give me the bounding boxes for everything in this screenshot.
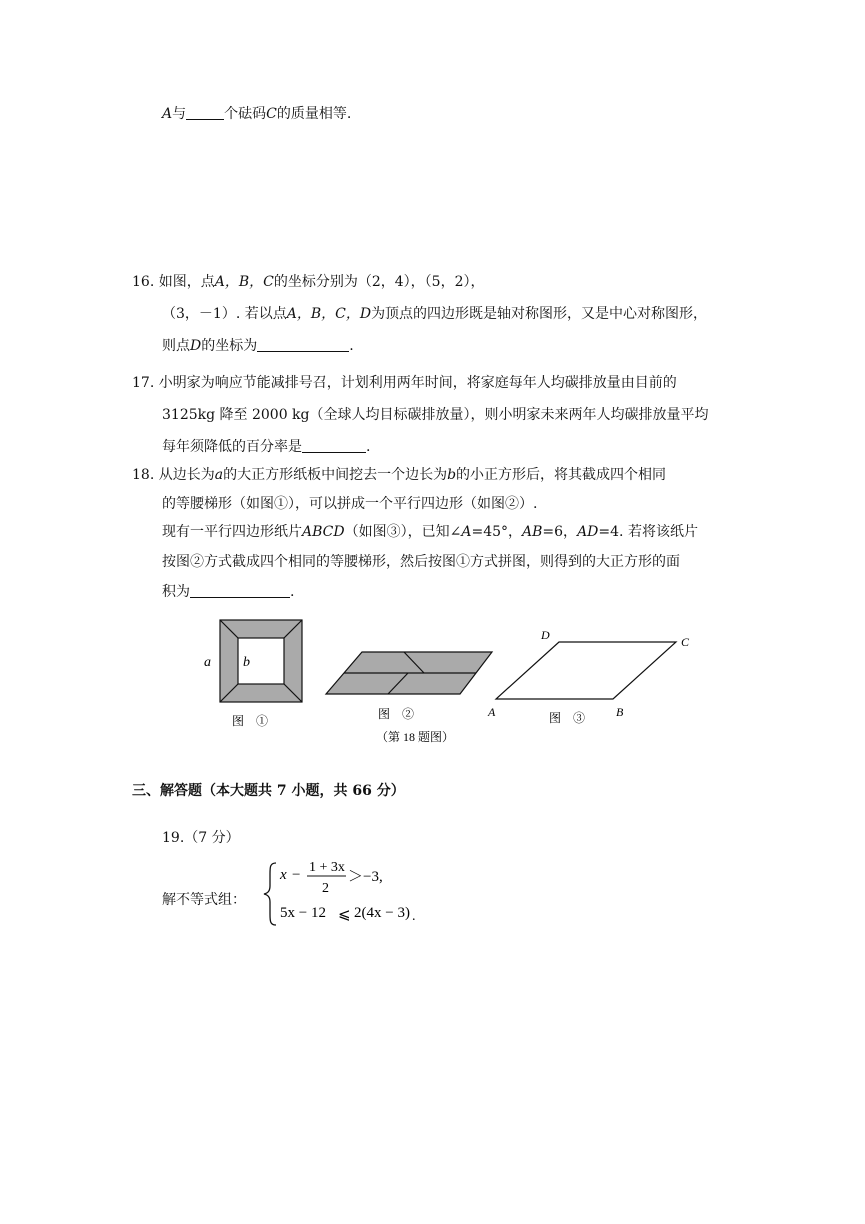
svg-text:−: − — [292, 867, 301, 883]
question-number: 16. — [132, 274, 155, 290]
q16-line3: 则点D的坐标为 . — [162, 338, 354, 354]
svg-text:2(4x − 3): 2(4x − 3) — [354, 905, 410, 921]
svg-text:＞−3,: ＞−3, — [348, 869, 383, 885]
vertex-A: A — [488, 705, 496, 719]
q19-header: 19.（7 分） — [162, 830, 240, 846]
figure-1-caption: 图 ① — [232, 714, 269, 728]
label-b: b — [243, 655, 250, 670]
q19-prompt: 解不等式组： — [162, 892, 246, 908]
vertex-B: B — [616, 705, 624, 719]
inequality-system — [262, 860, 462, 930]
q16-line2: （3，－1）. 若以点A，B，C，D为顶点的四边形既是轴对称图形，又是中心对称图形， — [162, 306, 708, 322]
figure-caption: （第 18 题图） — [376, 730, 455, 744]
figure-2-parallelogram-tiles — [326, 652, 492, 694]
section-3-heading: 三、解答题（本大题共 7 小题，共 66 分） — [132, 783, 405, 799]
question-number: 17. — [132, 375, 155, 391]
vertex-C: C — [681, 635, 690, 649]
figure-3-caption: 图 ③ — [549, 711, 586, 725]
svg-text:⩽: ⩽ — [338, 907, 351, 923]
q17-line3: 每年须降低的百分率是 . — [162, 439, 371, 455]
var-a: A — [162, 106, 173, 122]
figure-1-square-frame — [204, 620, 302, 702]
q16-line1: 16. 如图，点A，B，C的坐标分别为（2，4），（5，2）， — [132, 274, 485, 290]
figure-2-caption: 图 ② — [378, 707, 415, 721]
q18-line2: 的等腰梯形（如图①），可以拼成一个平行四边形（如图②）. — [162, 496, 538, 512]
svg-text:x: x — [280, 867, 287, 883]
q15-tail: A与 个砝码C的质量相等. — [162, 106, 352, 122]
brace-icon — [264, 863, 276, 925]
q17-line2: 3125kg 降至 2000 kg（全球人均目标碳排放量），则小明家未来两年人均碳排放量平均 — [162, 407, 709, 423]
question-number: 18. — [132, 467, 155, 483]
answer-blank-16[interactable] — [257, 337, 349, 352]
q18-line4: 按图②方式截成四个相同的等腰梯形，然后按图①方式拼图，则得到的大正方形的面 — [162, 554, 680, 570]
svg-text:5x − 12: 5x − 12 — [280, 905, 326, 921]
label-a: a — [204, 655, 211, 670]
q18-line5: 积为 . — [162, 584, 295, 600]
q18-line3: 现有一平行四边形纸片ABCD（如图③），已知∠A=45°，AB=6，AD=4. 若将该纸片 — [162, 524, 698, 540]
q18-figures — [0, 612, 865, 752]
fraction-denominator: 2 — [322, 881, 329, 896]
q17-line1: 17. 小明家为响应节能减排号召，计划利用两年时间，将家庭每年人均碳排放量由目前的 — [132, 375, 677, 391]
answer-blank-15[interactable] — [186, 105, 224, 120]
vertex-D: D — [541, 628, 550, 642]
svg-text:.: . — [412, 909, 416, 924]
fraction-numerator: 1 + 3x — [309, 860, 345, 875]
answer-blank-17[interactable] — [302, 438, 366, 453]
answer-blank-18[interactable] — [190, 583, 290, 598]
figure-3-parallelogram-abcd — [487, 628, 690, 719]
q18-line1: 18. 从边长为a的大正方形纸板中间挖去一个边长为b的小正方形后，将其截成四个相同 — [132, 467, 667, 483]
